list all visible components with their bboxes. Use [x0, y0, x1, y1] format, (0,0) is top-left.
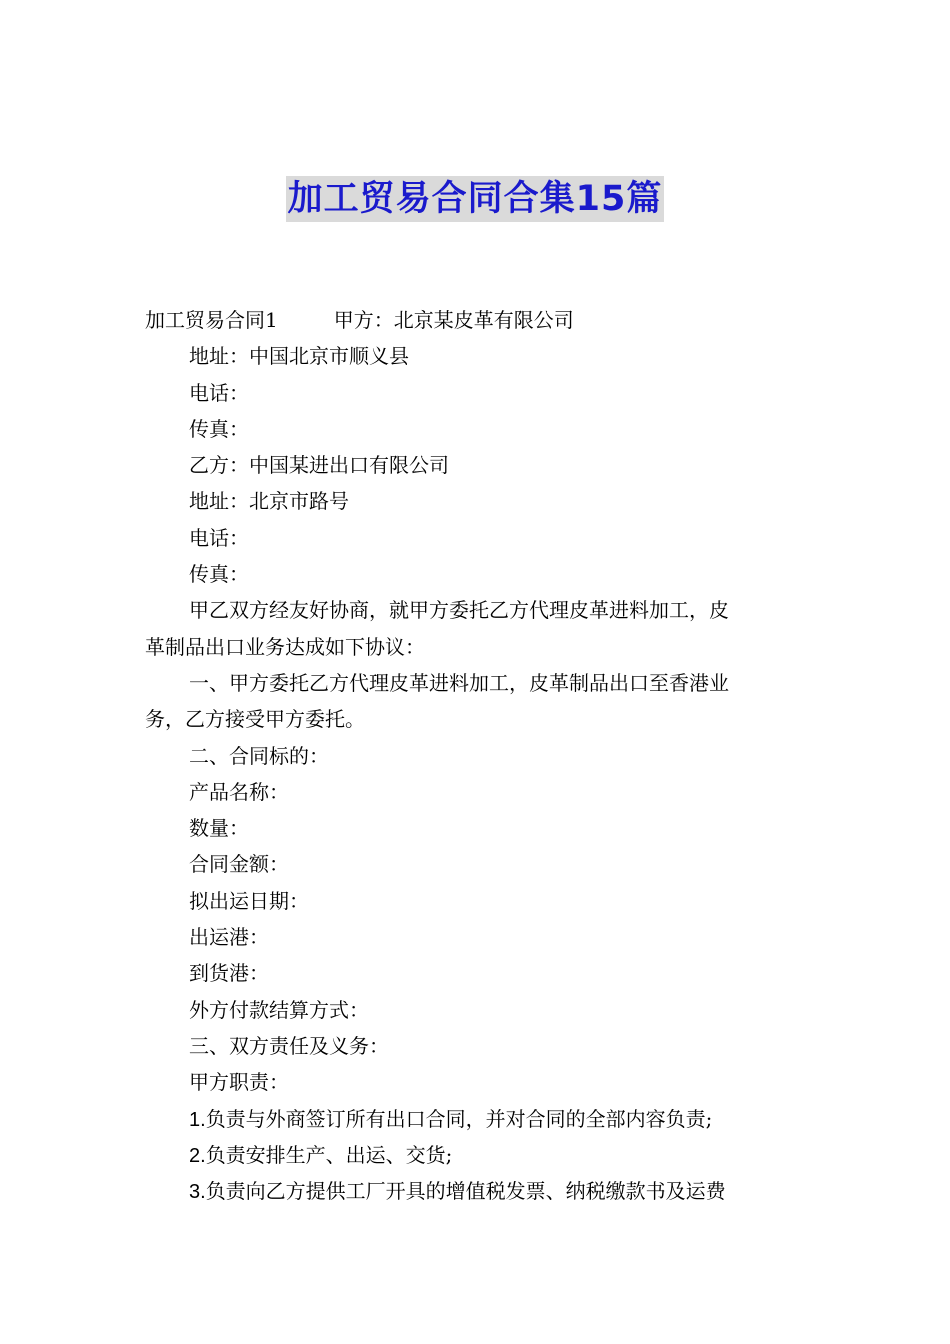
party-b-name: 乙方：中国某进出口有限公司: [189, 453, 449, 478]
duty-item-2: [145, 1137, 807, 1173]
party-a-fax: 传真：: [189, 416, 249, 441]
party-a-phone: 电话：: [189, 380, 249, 405]
title-wrap: [0, 176, 950, 222]
product-name-field: 产品名称：: [189, 779, 289, 804]
clause3-heading: 三、双方责任及义务：: [189, 1033, 389, 1058]
shipping-date-field: 拟出运日期：: [189, 888, 309, 913]
document-body: [145, 302, 807, 1209]
quantity-field: 数量：: [189, 816, 249, 841]
port-of-destination-field: 到货港：: [189, 961, 269, 986]
duty-1-number: 1.: [189, 1108, 206, 1131]
duty-item-1: [145, 1101, 807, 1137]
party-b-address: 地址：北京市路号: [189, 489, 349, 514]
document-title: 加工贸易合同合集15篇: [286, 176, 665, 222]
party-a-address: 地址：中国北京市顺义县: [189, 344, 409, 369]
clause2-heading: 二、合同标的：: [189, 743, 329, 768]
duty-item-3: [145, 1173, 807, 1209]
clause1-line2: 务，乙方接受甲方委托。: [145, 707, 365, 732]
duty-2-number: 2.: [189, 1144, 206, 1167]
intro-paragraph-line2: 革制品出口业务达成如下协议：: [145, 634, 425, 659]
clause1-line1: 一、甲方委托乙方代理皮革进料加工，皮革制品出口至香港业: [189, 670, 729, 695]
contract-amount-field: 合同金额：: [189, 852, 289, 877]
section-heading: 加工贸易合同1: [145, 308, 278, 332]
party-b-phone: 电话：: [189, 525, 249, 550]
intro-paragraph-line1: 甲乙双方经友好协商，就甲方委托乙方代理皮革进料加工，皮: [189, 598, 729, 623]
party-a-duties-heading: 甲方职责：: [189, 1070, 289, 1095]
port-of-loading-field: 出运港：: [189, 925, 269, 950]
duty-3-number: 3.: [189, 1181, 206, 1204]
party-b-fax: 传真：: [189, 562, 249, 587]
duty-2-text: 负责安排生产、出运、交货;: [205, 1142, 453, 1167]
duty-3-text: 负责向乙方提供工厂开具的增值税发票、纳税缴款书及运费: [205, 1179, 726, 1204]
party-a-name: 甲方：北京某皮革有限公司: [333, 308, 574, 332]
payment-method-field: 外方付款结算方式：: [189, 997, 369, 1022]
duty-1-text: 负责与外商签订所有出口合同，并对合同的全部内容负责;: [205, 1106, 713, 1131]
section-heading-line: [145, 302, 807, 338]
